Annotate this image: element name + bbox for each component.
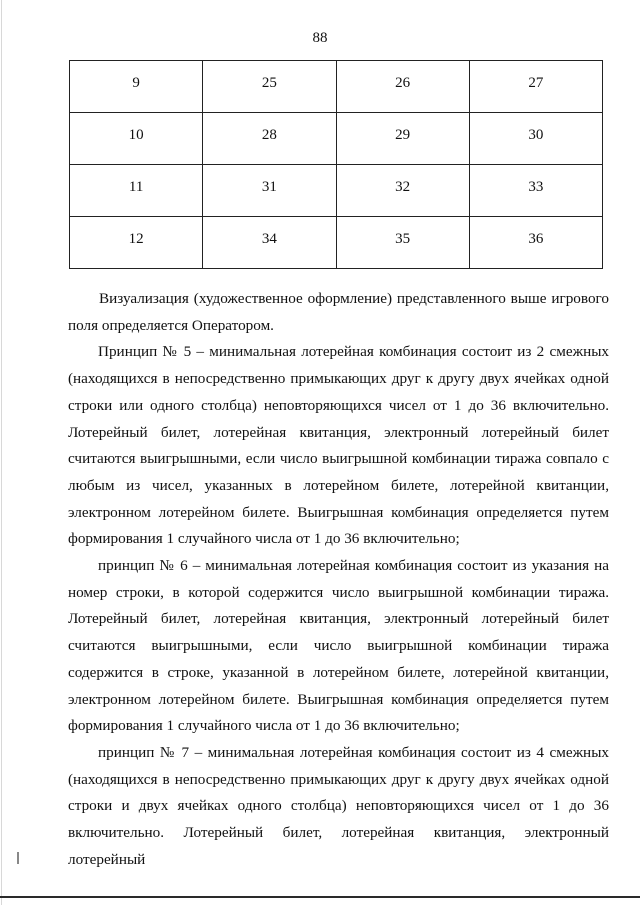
table-cell: 32 [336,165,469,217]
paragraph-visualization: Визуализация (художественное оформление) представленного выше игрового поля определяется Оператором. [68,290,609,334]
table-cell: 29 [336,113,469,165]
table-cell: 28 [203,113,336,165]
document-body [68,286,609,873]
table-cell: 36 [469,217,602,269]
table-cell: 30 [469,113,602,165]
table-row [70,165,603,217]
paragraph-principle-7: принцип № 7 – минимальная лотерейная комбинация состоит из 4 смежных (находящихся в непосредственно примыкающих друг к другу двух ячейках одной строки и двух ячейках одного столбца) неповторяющихся чисел от 1 до 36 включительно. Лотерейный билет, лотерейная квитанция, электронный лотерейный [68,743,609,868]
game-field-table [69,60,603,269]
table-row [70,113,603,165]
table-cell: 12 [70,217,203,269]
table-cell: 31 [203,165,336,217]
scan-edge [1,0,2,905]
table-row [70,217,603,269]
paragraph-principle-6: принцип № 6 – минимальная лотерейная комбинация состоит из указания на номер строки, в которой содержится число выигрышной комбинации тиража. Лотерейный билет, лотерейная квитанция, электронный лотерейный билет считаются выигрышными, если число выигрышной комбинации тиража содержится в строке, указанной в лотерейном билете, лотерейной квитанции, электронном лотерейном билете. Выигрышная комбинация определяется путем формирования 1 случайного числа от 1 до 36 включительно; [68,557,609,735]
table-cell: 34 [203,217,336,269]
table-cell: 11 [70,165,203,217]
table-row [70,61,603,113]
table-cell: 26 [336,61,469,113]
scan-bottom-edge [0,896,640,898]
table-cell: 25 [203,61,336,113]
table-cell: 33 [469,165,602,217]
table-cell: 9 [70,61,203,113]
page-number: 88 [312,30,328,46]
table-cell: 35 [336,217,469,269]
table-cell: 10 [70,113,203,165]
paragraph-principle-5: Принцип № 5 – минимальная лотерейная комбинация состоит из 2 смежных (находящихся в непосредственно примыкающих друг к другу двух ячейках одной строки или одного столбца) неповторяющихся чисел от 1 до 36 включительно. Лотерейный билет, лотерейная квитанция, электронный лотерейный билет считаются выигрышными, если число выигрышной комбинации тиража совпало с любым из чисел, указанных в лотерейном билете, лотерейной квитанции, электронном лотерейном билете. Выигрышная комбинация определяется путем формирования 1 случайного числа от 1 до 36 включительно; [68,343,609,548]
table-cell: 27 [469,61,602,113]
scan-artifact [17,852,19,864]
